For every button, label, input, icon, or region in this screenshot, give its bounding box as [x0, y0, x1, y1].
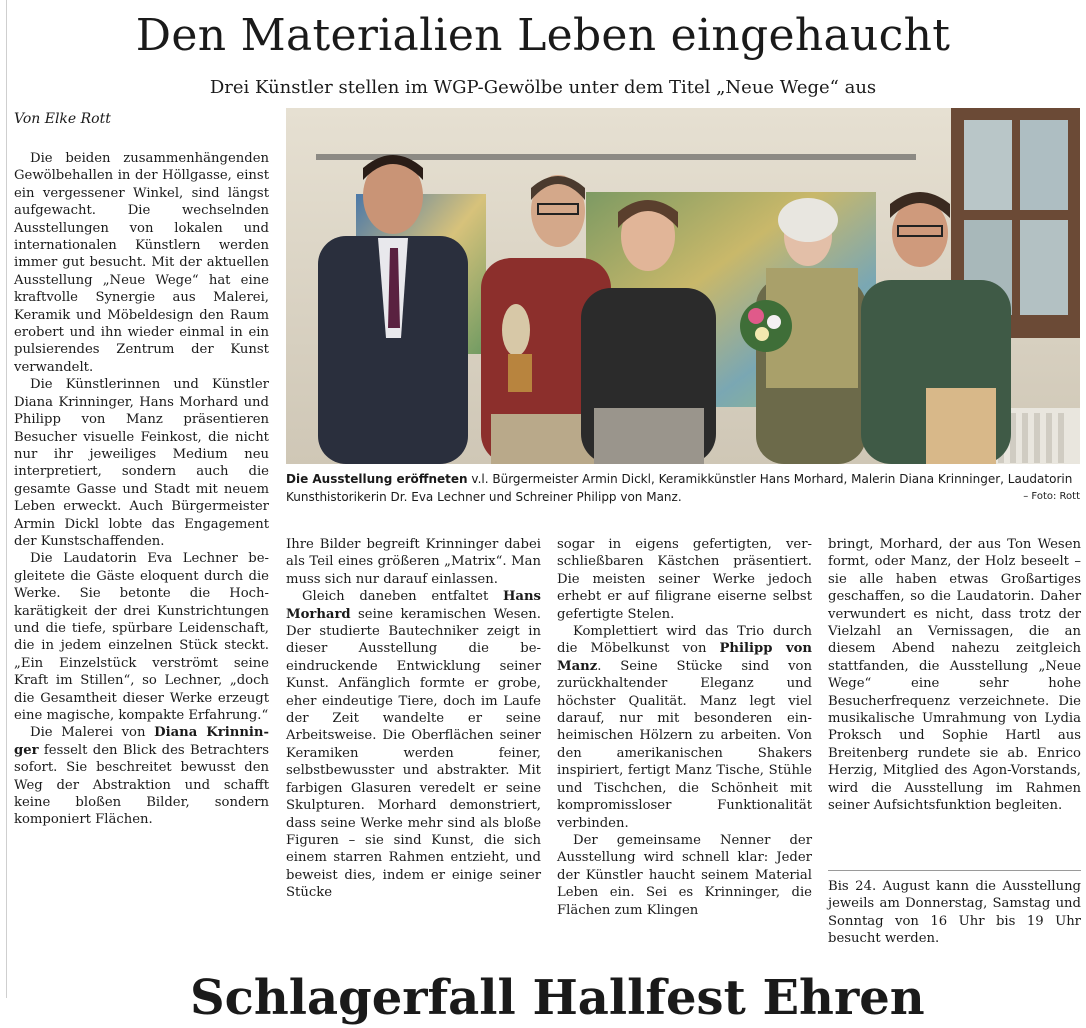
byline: Von Elke Rott: [14, 111, 111, 127]
paragraph: [286, 588, 541, 901]
next-article-headline: Schlagerfall Hallfest Ehren: [190, 970, 925, 1026]
article-subheadline: Drei Künstler stellen im WGP-Gewölbe unter dem Titel „Neue Wege“ aus: [209, 77, 877, 98]
exhibition-photo: [286, 108, 1080, 464]
article-column-1: [14, 150, 269, 829]
paragraph-text: Gleich daneben entfaltet: [302, 589, 503, 605]
article-headline: Den Materialien Leben eingehaucht: [135, 10, 951, 61]
notice-divider: [828, 870, 1081, 871]
paragraph: [557, 623, 812, 832]
caption-lead: Die Ausstellung eröffneten: [286, 472, 468, 486]
paragraph-text: Die Malerei von: [30, 725, 155, 741]
paragraph: bringt, Morhard, der aus Ton Wesen formt, oder Manz, der Holz beseelt – sie alle haben etwas Großartiges geschaffen, so die Laudatorin. Daher verwundert es nicht, dass trotz der Vielzahl an Vernissagen, die an diesem Abend nahezu zeitgleich stattfanden, die Ausstellung „Neue Wege“ eine sehr hohe Besucherfrequenz verzeichnete. Die musikalische Umrahmung von Lydia Proksch und Sophie Hartl aus Breitenberg rundete sie ab. Enrico Herzig, Mitglied des Agon-Vorstands, wird die Ausstellung im Rahmen seiner Aufsichtsfunktion begleiten.: [828, 537, 1081, 814]
photo-illustration: [286, 108, 1080, 464]
article-column-2: [286, 536, 541, 902]
artist-name-krinninger: Diana Krinninger: [14, 725, 269, 758]
artist-name-morhard: Hans Morhard: [286, 589, 541, 622]
paragraph: Die beiden zusammenhängenden Gewölbehallen in der Höllgasse, einst ein vergessener Winkel, sind längst aufgewacht. Die wechselnden Ausstellungen von lokalen und internationalen Künstlern werden immer gut besucht. Mit der aktuellen Ausstellung „Neue Wege“ hat eine kraftvolle Synergie aus Malerei, Keramik und Möbeldesign den Raum erobert und ihn wieder einmal in ein pulsierendes Zentrum der Kunst verwandelt.: [14, 151, 269, 375]
paragraph: Die Künstlerinnen und Künstler Diana Krinninger, Hans Morhard und Philipp von Manz präsentieren Besucher visuelle Feinkost, die nicht nur ihr jeweiliges Medium neu interpretiert, sondern auch die gesamte Gasse und Stadt mit neuem Leben erweckt. Auch Bürgermeister Armin Dickl lobte das Engagement der Kunstschaffenden.: [14, 377, 269, 549]
paragraph-text: Komplettiert wird das Trio durch die Möbelkunst von: [557, 624, 812, 657]
paragraph: Bis 24. August kann die Ausstellung jeweils am Donnerstag, Samstag und Sonntag von 16 Uhr bis 19 Uhr besucht werden.: [828, 879, 1081, 947]
paragraph: Die Laudatorin Eva Lechner begleitete die Gäste eloquent durch die Werke. Sie betonte die Hochkarätigkeit der drei Kunstrichtungen und die tiefe, spürbare Leidenschaft, die in jedem einzelnen Stück steckt. „Ein Einzelstück verströmt seine Kraft im Stillen“, so Lechner, „doch die Gesamtheit dieser Werke erzeugt eine magische, kompakte Erfahrung.“: [14, 551, 269, 723]
paragraph: Der gemeinsame Nenner der Ausstellung wird schnell klar: Jeder der Künstler haucht seinem Material Leben ein. Sei es Krinninger, die Flächen zum Klingen: [557, 832, 812, 918]
opening-hours-notice: [828, 878, 1081, 948]
paragraph: [14, 724, 269, 828]
caption-text: v.l. Bürgermeister Armin Dickl, Keramikkünstler Hans Morhard, Malerin Diana Krinninger, Laudatorin Kunsthistorikerin Dr. Eva Lechner und Schreiner Philipp von Manz.: [286, 472, 1073, 504]
photo-credit: – Foto: Rott: [1023, 491, 1080, 502]
paragraph-text: seine keramischen Wesen. Der studierte Bautechniker zeigt in dieser Ausstellung die beeindruckende Entwicklung seiner Kunst. Anfänglich formte er grobe, eher eindeutige Tiere, doch im Laufe der Zeit wandelte er seine Arbeitsweise. Die Oberflächen seiner Keramiken werden feiner, selbstbewusster und abstrakter. Mit farbigen Glasuren veredelt er seine Skulpturen. Morhard demonstriert, dass seine Werke mehr sind als bloße Figuren – sie sind Kunst, die sich einem starren Rahmen entzieht, und beweist dies, indem er einige seiner Stücke: [286, 606, 541, 901]
left-column-rule: [6, 0, 7, 998]
paragraph-text: . Seine Stücke sind von zurückhaltender Eleganz und höchster Qualität. Manz legt viel darauf, nur mit besonderen einheimischen Hölzern zu arbeiten. Von den amerikanischen Shakers inspiriert, fertigt Manz Tische, Stühle und Tischchen, die Schönheit mit kompromissloser Funktionalität verbinden.: [557, 658, 812, 831]
article-column-3: [557, 536, 812, 919]
paragraph: Ihre Bilder begreift Krinninger dabei als Teil eines größeren „Matrix“. Man muss sich nur darauf einlassen.: [286, 537, 541, 587]
paragraph-text: fesselt den Blick des Betrachters sofort. Sie beschreitet bewusst den Weg der Abstraktion und schafft keine bloßen Bilder, sondern komponiert Flächen.: [14, 742, 269, 828]
photo-caption: [286, 470, 1080, 506]
article-column-4: [828, 536, 1081, 815]
paragraph: sogar in eigens gefertigten, verschließbaren Kästchen präsentiert. Die meisten seiner Werke jedoch erhebt er auf filigrane eiserne selbst gefertigte Stelen.: [557, 537, 812, 622]
artist-name-von-manz: Philipp von Manz: [557, 641, 812, 674]
